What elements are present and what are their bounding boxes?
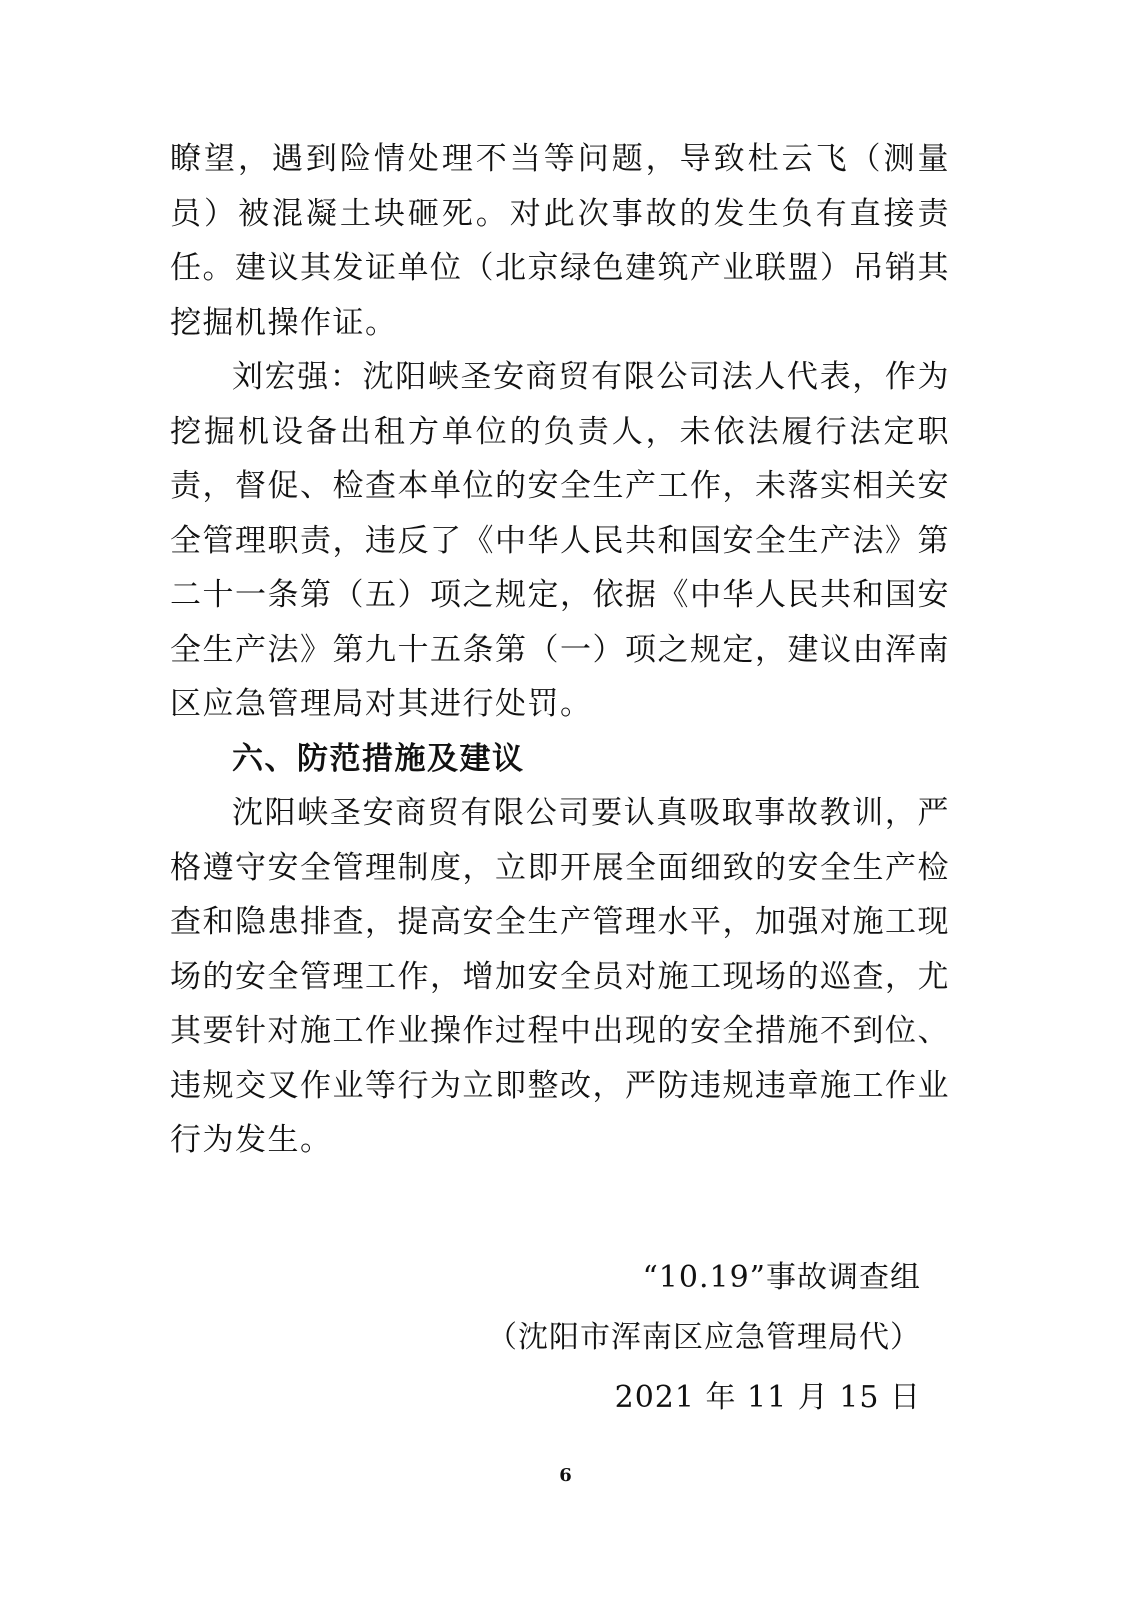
signature-agency: （沈阳市浑南区应急管理局代） xyxy=(487,1320,921,1355)
paragraph-liu-hongqiang: 刘宏强：沈阳峡圣安商贸有限公司法人代表，作为挖掘机设备出租方单位的负责人，未依法履行法定职责，督促、检查本单位的安全生产工作，未落实相关安全管理职责，违反了《中华人民共和国安全生产法》第二十一条第（五）项之规定，依据《中华人民共和国安全生产法》第九十五条第（一）项之规定，建议由浑南区应急管理局对其进行处罚。 xyxy=(170,359,950,722)
paragraph-continuation: 瞭望，遇到险情处理不当等问题，导致杜云飞（测量员）被混凝土块砸死。对此次事故的发生负有直接责任。建议其发证单位（北京绿色建筑产业联盟）吊销其挖掘机操作证。 xyxy=(170,141,950,341)
page-number: 6 xyxy=(559,1465,572,1486)
section-heading: 六、防范措施及建议 xyxy=(232,740,525,777)
signature-date: 2021 年 11 月 15 日 xyxy=(614,1380,921,1415)
paragraph-prevention-measures: 沈阳峡圣安商贸有限公司要认真吸取事故教训，严格遵守安全管理制度，立即开展全面细致的安全生产检查和隐患排查，提高安全生产管理水平，加强对施工现场的安全管理工作，增加安全员对施工现场的巡查，尤其要针对施工作业操作过程中出现的安全措施不到位、违规交叉作业等行为立即整改，严防违规违章施工作业行为发生。 xyxy=(170,795,950,1158)
document-body xyxy=(170,132,950,1168)
signature-group: “10.19”事故调查组 xyxy=(642,1260,921,1295)
signature-block xyxy=(361,1248,921,1428)
